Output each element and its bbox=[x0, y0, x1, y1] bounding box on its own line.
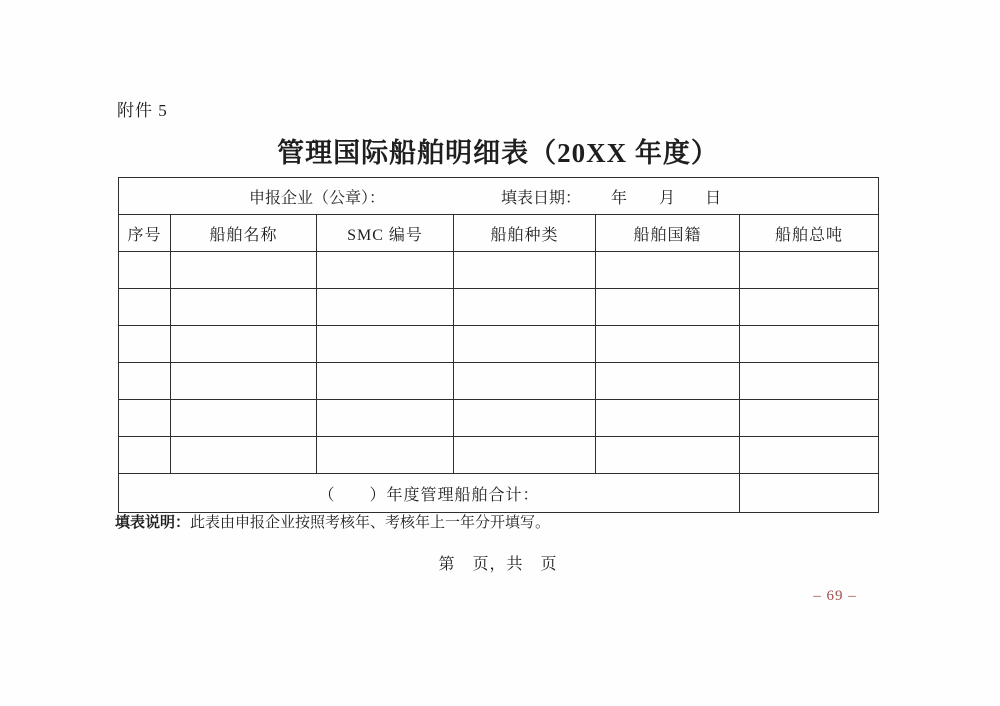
empty-cell bbox=[454, 326, 596, 363]
header-cell-ship-gross-tonnage: 船舶总吨 bbox=[740, 215, 879, 252]
fill-date-label: 填表日期： bbox=[501, 189, 582, 207]
empty-cell bbox=[596, 289, 740, 326]
empty-cell bbox=[454, 252, 596, 289]
empty-cell bbox=[317, 252, 454, 289]
empty-cell bbox=[171, 400, 317, 437]
empty-cell bbox=[119, 437, 171, 474]
total-value-cell bbox=[740, 474, 879, 513]
empty-cell bbox=[596, 400, 740, 437]
empty-cell bbox=[740, 437, 879, 474]
header-cell-serial-number: 序号 bbox=[119, 215, 171, 252]
empty-cell bbox=[317, 400, 454, 437]
table-header-row bbox=[119, 215, 879, 252]
empty-cell bbox=[317, 326, 454, 363]
header-cell-smc-number: SMC 编号 bbox=[317, 215, 454, 252]
table-row bbox=[119, 437, 879, 474]
empty-cell bbox=[596, 437, 740, 474]
pagination-text: 第 页，共 页 bbox=[438, 556, 558, 573]
empty-cell bbox=[454, 400, 596, 437]
page-title: 管理国际船舶明细表（20XX 年度） bbox=[277, 138, 719, 168]
annual-total-label: （ ）年度管理船舶合计： bbox=[119, 474, 740, 513]
empty-cell bbox=[119, 326, 171, 363]
empty-cell bbox=[454, 363, 596, 400]
empty-cell bbox=[317, 437, 454, 474]
empty-cell bbox=[171, 363, 317, 400]
ship-detail-table bbox=[118, 177, 879, 513]
header-cell-ship-type: 船舶种类 bbox=[454, 215, 596, 252]
table-row bbox=[119, 363, 879, 400]
empty-cell bbox=[119, 400, 171, 437]
empty-cell bbox=[740, 289, 879, 326]
empty-cell bbox=[119, 363, 171, 400]
table-row bbox=[119, 289, 879, 326]
empty-cell bbox=[171, 326, 317, 363]
empty-cell bbox=[454, 289, 596, 326]
empty-cell bbox=[171, 289, 317, 326]
fill-instructions-label: 填表说明： bbox=[115, 515, 191, 531]
fill-instructions-text: 此表由申报企业按照考核年、考核年上一年分开填写。 bbox=[190, 515, 551, 531]
month-label: 月 bbox=[659, 189, 676, 207]
attachment-label: 附件 5 bbox=[117, 101, 168, 120]
empty-cell bbox=[119, 289, 171, 326]
table-row bbox=[119, 326, 879, 363]
empty-cell bbox=[740, 363, 879, 400]
empty-cell bbox=[119, 252, 171, 289]
empty-cell bbox=[454, 437, 596, 474]
header-cell-ship-name: 船舶名称 bbox=[171, 215, 317, 252]
header-cell-ship-nationality: 船舶国籍 bbox=[596, 215, 740, 252]
total-row bbox=[119, 474, 879, 513]
table-row bbox=[119, 252, 879, 289]
info-row bbox=[119, 178, 879, 215]
empty-cell bbox=[317, 363, 454, 400]
year-label: 年 bbox=[611, 189, 628, 207]
page-number: – 69 – bbox=[813, 588, 857, 604]
info-row-cell bbox=[119, 178, 879, 215]
empty-cell bbox=[740, 326, 879, 363]
day-label: 日 bbox=[705, 189, 722, 207]
empty-cell bbox=[171, 252, 317, 289]
empty-cell bbox=[171, 437, 317, 474]
empty-cell bbox=[596, 363, 740, 400]
empty-cell bbox=[317, 289, 454, 326]
empty-cell bbox=[596, 326, 740, 363]
table-row bbox=[119, 400, 879, 437]
empty-cell bbox=[740, 252, 879, 289]
fill-instructions bbox=[115, 511, 550, 532]
declare-company-label: 申报企业（公章）： bbox=[249, 189, 386, 207]
empty-cell bbox=[740, 400, 879, 437]
empty-cell bbox=[596, 252, 740, 289]
